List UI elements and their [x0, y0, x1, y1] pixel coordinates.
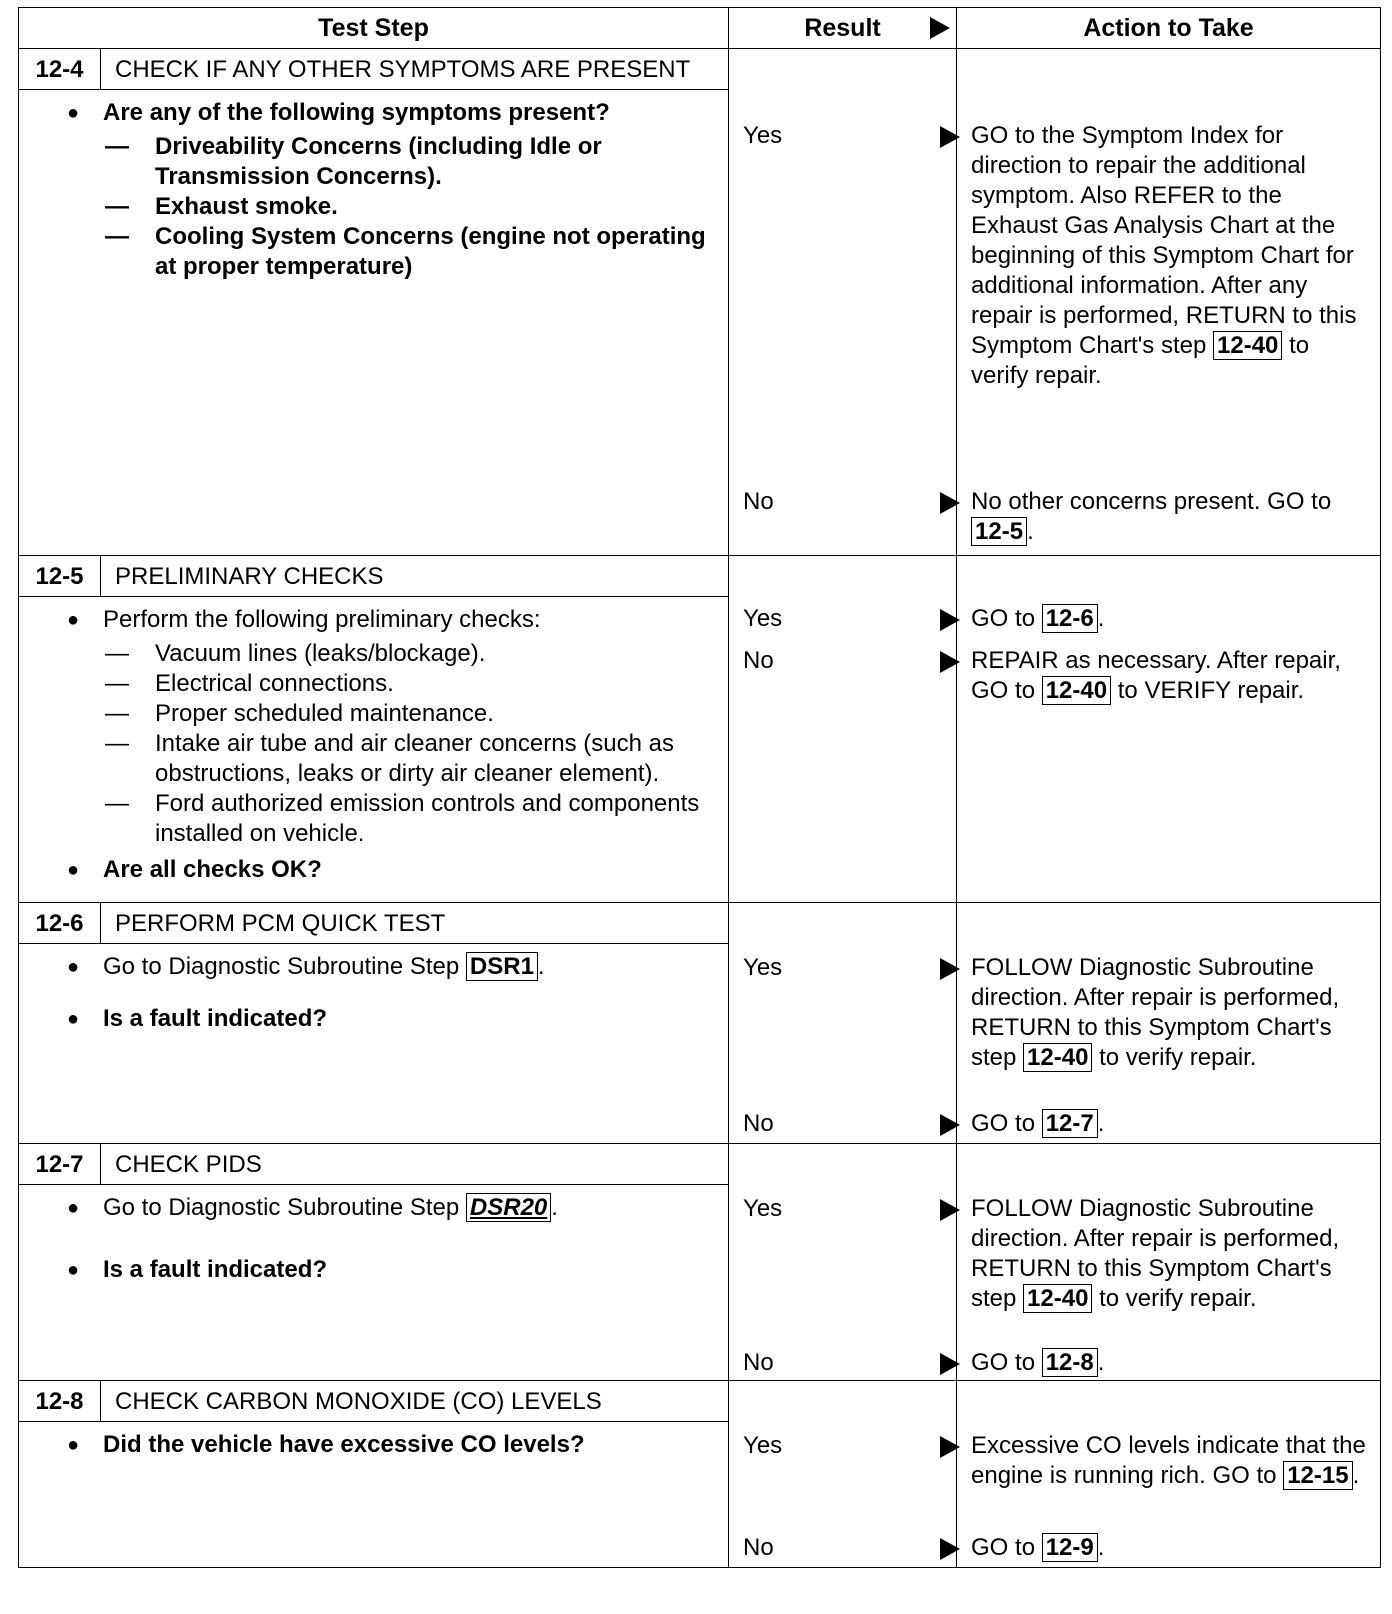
- result-no: [743, 1109, 970, 1139]
- result-cell: [729, 556, 957, 903]
- result-yes-label: Yes: [743, 122, 783, 149]
- action-cell: [957, 1381, 1381, 1568]
- step-title-row: [19, 903, 1381, 944]
- subroutine-ref-box: DSR20: [466, 1193, 551, 1222]
- step-title: PRELIMINARY CHECKS: [101, 556, 729, 597]
- result-no: [743, 487, 970, 517]
- step-ref-box: 12-5: [971, 517, 1027, 546]
- step-title: CHECK IF ANY OTHER SYMPTOMS ARE PRESENT: [101, 49, 729, 90]
- symptom-chart-table: [18, 7, 1381, 1568]
- header-result: [729, 8, 957, 49]
- header-test-step: Test Step: [19, 8, 729, 49]
- step-body: [19, 597, 729, 903]
- result-yes: [743, 1431, 970, 1461]
- action-yes: FOLLOW Diagnostic Subroutine direction. After repair is performed, RETURN to this Symptom Chart's step 12-40 to verify repair.: [971, 954, 1340, 1071]
- step-body: [19, 90, 729, 556]
- step-number: 12-7: [19, 1144, 101, 1185]
- step-ref-box: 12-15: [1283, 1461, 1352, 1490]
- action-yes: Excessive CO levels indicate that the engine is running rich. GO to 12-15 .: [971, 1432, 1366, 1489]
- result-yes: [743, 121, 970, 151]
- result-yes-label: Yes: [743, 605, 783, 632]
- action-yes: GO to the Symptom Index for direction to repair the additional symptom. Also REFER to the Exhaust Gas Analysis Chart at the beginning of this Symptom Chart for additional information. After any repair is performed, RETURN to this Symptom Chart's step 12-40 to verify repair.: [971, 122, 1357, 389]
- bullet-instruction: ● Go to Diagnostic Subroutine Step DSR20 .: [47, 1193, 714, 1223]
- step-body: [19, 1185, 729, 1381]
- step-title: PERFORM PCM QUICK TEST: [101, 903, 729, 944]
- bullet-question: ● Are any of the following symptoms present? — Driveability Concerns (including Idle or Transmission Concerns). — Exhaust smoke. — Cooling System Concerns (engine not operating at proper temperature): [47, 98, 714, 282]
- list-item: — Intake air tube and air cleaner concerns (such as obstructions, leaks or dirty air cleaner element).: [103, 729, 714, 789]
- bullet-question: ● Is a fault indicated?: [47, 1004, 714, 1034]
- bullet-question: ● Is a fault indicated?: [47, 1255, 714, 1285]
- action-no: GO to 12-9 .: [971, 1534, 1105, 1561]
- action-cell: [957, 903, 1381, 1144]
- action-cell: [957, 1144, 1381, 1381]
- result-cell: [729, 49, 957, 556]
- step-ref-box: 12-40: [1023, 1284, 1092, 1313]
- step-title: CHECK PIDS: [101, 1144, 729, 1185]
- list-item: — Proper scheduled maintenance.: [103, 699, 714, 729]
- action-yes: FOLLOW Diagnostic Subroutine direction. After repair is performed, RETURN to this Symptom Chart's step 12-40 to verify repair.: [971, 1195, 1340, 1312]
- step-body: [19, 944, 729, 1144]
- result-yes-label: Yes: [743, 1432, 783, 1459]
- step-title: CHECK CARBON MONOXIDE (CO) LEVELS: [101, 1381, 729, 1422]
- action-no: GO to 12-8 .: [971, 1349, 1105, 1376]
- action-cell: [957, 556, 1381, 903]
- result-cell: [729, 903, 957, 1144]
- list-item: — Electrical connections.: [103, 669, 714, 699]
- arrow-right-icon: [930, 17, 950, 39]
- header-result-label: Result: [804, 14, 881, 42]
- result-yes: [743, 1194, 970, 1224]
- result-cell: [729, 1381, 957, 1568]
- step-title-row: [19, 1144, 1381, 1185]
- list-item: — Cooling System Concerns (engine not operating at proper temperature): [103, 222, 714, 282]
- action-no: No other concerns present. GO to 12-5 .: [971, 488, 1332, 545]
- list-item: — Vacuum lines (leaks/blockage).: [103, 639, 714, 669]
- step-ref-box: 12-40: [1042, 676, 1111, 705]
- header-action: Action to Take: [957, 8, 1381, 49]
- result-no: [743, 646, 970, 676]
- subroutine-ref-box: DSR1: [466, 952, 538, 981]
- step-number: 12-4: [19, 49, 101, 90]
- step-ref-box: 12-40: [1213, 331, 1282, 360]
- result-yes: [743, 953, 970, 983]
- result-no-label: No: [743, 1534, 774, 1561]
- result-no-label: No: [743, 488, 774, 515]
- list-item: — Driveability Concerns (including Idle or Transmission Concerns).: [103, 132, 714, 192]
- bullet-instruction: ● Go to Diagnostic Subroutine Step DSR1 .: [47, 952, 714, 982]
- step-title-row: [19, 556, 1381, 597]
- list-item: — Exhaust smoke.: [103, 192, 714, 222]
- result-yes-label: Yes: [743, 954, 783, 981]
- action-yes: GO to 12-6 .: [971, 605, 1105, 632]
- step-body: [19, 1422, 729, 1568]
- action-no: GO to 12-7 .: [971, 1110, 1105, 1137]
- table-header-row: [19, 8, 1381, 49]
- bullet-instruction: ● Perform the following preliminary checks: — Vacuum lines (leaks/blockage). — Electrical connections. — Proper scheduled maintenance. — Intake air tube and air cleaner concerns (such as obstructions, leaks or dirty air cleaner element). — Ford authorized emission controls and components installed on vehicle.: [47, 605, 714, 849]
- result-no-label: No: [743, 1110, 774, 1137]
- action-no: REPAIR as necessary. After repair, GO to 12-40 to VERIFY repair.: [971, 647, 1341, 704]
- result-cell: [729, 1144, 957, 1381]
- action-cell: [957, 49, 1381, 556]
- step-ref-box: 12-8: [1042, 1348, 1098, 1377]
- bullet-question: ● Did the vehicle have excessive CO levels?: [47, 1430, 714, 1460]
- step-ref-box: 12-40: [1023, 1043, 1092, 1072]
- list-item: — Ford authorized emission controls and components installed on vehicle.: [103, 789, 714, 849]
- step-number: 12-5: [19, 556, 101, 597]
- result-no: [743, 1533, 970, 1563]
- result-no: [743, 1348, 970, 1378]
- step-number: 12-6: [19, 903, 101, 944]
- step-number: 12-8: [19, 1381, 101, 1422]
- step-title-row: [19, 1381, 1381, 1422]
- step-ref-box: 12-9: [1042, 1533, 1098, 1562]
- result-yes: [743, 604, 970, 634]
- result-no-label: No: [743, 1349, 774, 1376]
- step-title-row: [19, 49, 1381, 90]
- step-ref-box: 12-7: [1042, 1109, 1098, 1138]
- result-yes-label: Yes: [743, 1195, 783, 1222]
- result-no-label: No: [743, 647, 774, 674]
- bullet-question: ● Are all checks OK?: [47, 855, 714, 885]
- symptom-chart-page: [18, 7, 1380, 1568]
- step-ref-box: 12-6: [1042, 604, 1098, 633]
